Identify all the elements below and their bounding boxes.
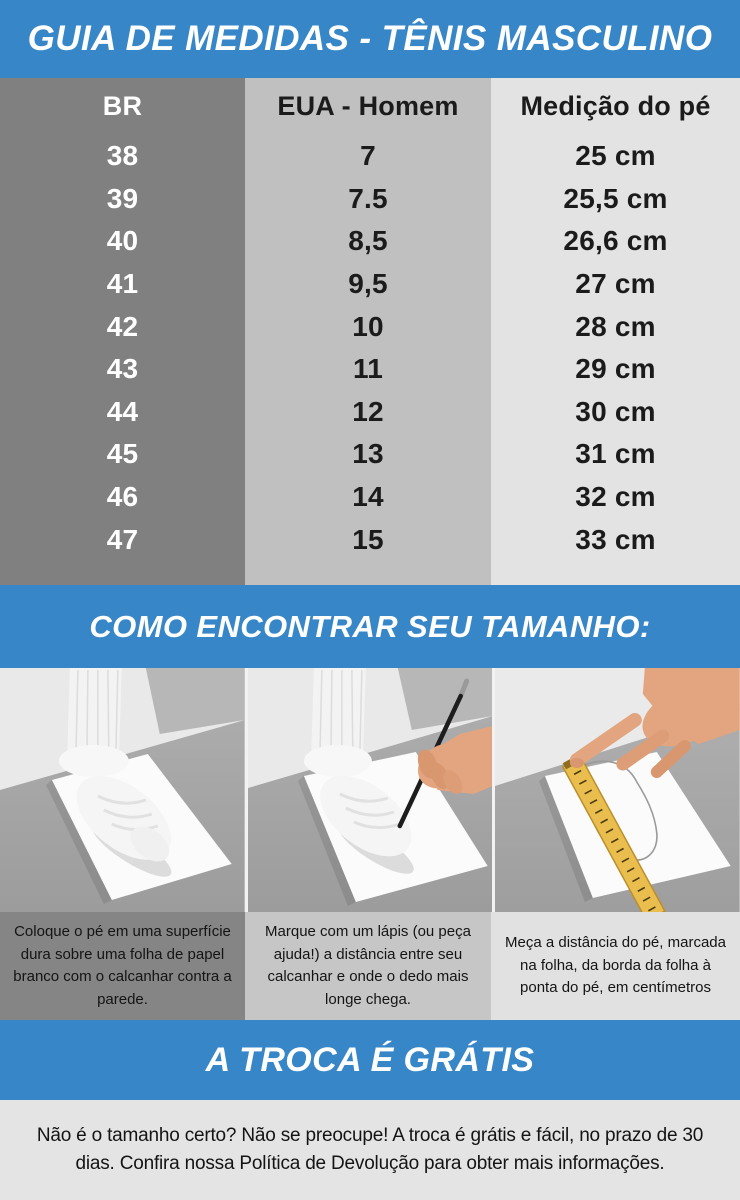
table-cell-cm: 25,5 cm [563,182,668,214]
step-photos [0,668,740,912]
table-cell-br: 47 [106,523,139,555]
table-column-br [0,78,245,585]
table-cell-us: 13 [352,438,384,470]
table-cell-br: 42 [106,310,139,342]
step-caption-3-text: Meça a distância do pé, marcada na folha, da borda da folha à ponta do pé, em centímetros [505,934,726,997]
table-cell-cm: 26,6 cm [563,225,668,257]
step-caption-1 [0,912,245,1020]
column-header-us: EUA - Homem [277,91,459,121]
table-cell-cm: 31 cm [575,438,656,470]
table-cell-us: 11 [353,353,383,385]
step-caption-3 [491,912,740,1020]
table-cell-cm: 28 cm [575,310,656,342]
column-header-cm: Medição do pé [520,91,711,121]
foot-on-paper-illustration [0,668,245,912]
table-cell-br: 40 [106,225,139,257]
size-table [0,78,740,585]
column-header-br: BR [102,91,143,121]
table-cell-br: 43 [106,353,139,385]
table-cell-us: 12 [352,395,384,427]
table-cell-br: 46 [106,481,139,513]
step-photo-1 [0,668,245,912]
table-cell-cm: 25 cm [575,140,656,172]
how-to-band [0,585,740,668]
table-cell-us: 7 [360,140,376,172]
table-cell-us: 15 [352,523,384,555]
table-column-cm [491,78,740,585]
table-cell-us: 14 [352,481,384,513]
exchange-note-text: Não é o tamanho certo? Não se preocupe! A troca é grátis e fácil, no prazo de 30 dias. Confira nossa Política de Devolução para obter mais informações. [36,1124,704,1174]
how-to-title: COMO ENCONTRAR SEU TAMANHO: [89,608,651,644]
page-title: GUIA DE MEDIDAS - TÊNIS MASCULINO [27,19,713,58]
table-column-us [245,78,491,585]
free-exchange-title: A TROCA É GRÁTIS [205,1040,535,1079]
table-cell-cm: 30 cm [575,395,656,427]
table-cell-cm: 32 cm [575,481,656,513]
step-caption-2 [245,912,491,1020]
table-cell-br: 44 [106,395,139,427]
table-cell-br: 45 [106,438,139,470]
step-photo-3 [495,668,740,912]
table-cell-us: 10 [352,310,384,342]
table-cell-cm: 29 cm [575,353,656,385]
table-cell-cm: 33 cm [575,523,656,555]
exchange-note [0,1100,740,1200]
table-cell-us: 8,5 [348,225,388,257]
table-cell-us: 9,5 [348,268,388,300]
table-cell-cm: 27 cm [575,268,656,300]
table-cell-br: 39 [106,182,139,214]
step-captions [0,912,740,1020]
table-cell-us: 7.5 [348,182,388,214]
header-band [0,0,740,78]
pencil-marking-illustration [248,668,493,912]
step-caption-2-text: Marque com um lápis (ou peça ajuda!) a distância entre seu calcanhar e onde o dedo mais longe chega. [265,923,471,1008]
column-cells-cm [491,135,740,561]
free-exchange-band [0,1020,740,1100]
table-cell-br: 38 [106,140,139,172]
table-cell-br: 41 [106,268,139,300]
column-cells-br [0,135,245,561]
column-cells-us [245,135,491,561]
tape-measuring-illustration [495,668,740,912]
step-photo-2 [248,668,493,912]
step-caption-1-text: Coloque o pé em uma superfície dura sobre uma folha de papel branco com o calcanhar contra a parede. [13,923,232,1008]
